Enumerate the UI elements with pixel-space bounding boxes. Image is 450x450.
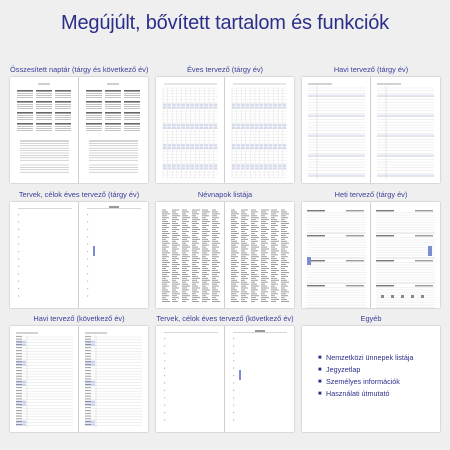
page-art-mark xyxy=(87,221,88,222)
book-spine xyxy=(78,326,79,432)
page-art-mark xyxy=(164,419,165,420)
page-title: Megújúlt, bővített tartalom és funkciók xyxy=(61,12,389,34)
page-art-mark xyxy=(164,332,218,333)
page-art-mark xyxy=(18,266,19,267)
page-art-mark xyxy=(55,123,71,125)
panel-namedays xyxy=(156,190,294,308)
page-art-mark xyxy=(346,260,364,261)
page-art-mark xyxy=(105,101,121,103)
left-page xyxy=(302,77,371,183)
page-art-mark xyxy=(87,273,88,274)
page-art-mark xyxy=(18,258,19,259)
page-art-mark xyxy=(307,235,325,236)
page-art-mark xyxy=(17,90,33,92)
page-art-mark xyxy=(17,112,33,114)
page-art-mark xyxy=(164,375,165,376)
page-art-mark xyxy=(415,260,433,261)
panel-yearly-planner xyxy=(156,65,294,183)
page-art-mark xyxy=(17,123,33,125)
page-art-mark xyxy=(376,260,394,261)
page-art-mark xyxy=(36,112,52,114)
page-art-mark xyxy=(415,285,433,286)
panel-goals-next xyxy=(156,314,294,432)
page-art-mark xyxy=(391,295,394,298)
bullet-icon: ■ xyxy=(318,355,322,361)
left-page xyxy=(156,202,225,308)
right-page xyxy=(371,77,440,183)
page-art-mark xyxy=(86,90,102,92)
page-art-mark xyxy=(109,206,119,208)
right-page xyxy=(225,77,294,183)
page-art-mark xyxy=(87,229,88,230)
panel-monthly-planner xyxy=(302,65,440,183)
page-art-mark xyxy=(346,235,364,236)
page-art-mark xyxy=(401,295,404,298)
panel-caption: Tervek, célok éves tervező (tárgy év) xyxy=(18,190,140,199)
panel-caption: Éves tervező (tárgy év) xyxy=(187,65,263,74)
page-art-mark xyxy=(164,345,165,346)
page-art-mark xyxy=(86,123,102,125)
left-page xyxy=(10,202,79,308)
page-art-mark xyxy=(55,112,71,114)
page-art-mark xyxy=(381,295,384,298)
right-page xyxy=(79,77,148,183)
book-spine xyxy=(370,202,371,308)
right-page xyxy=(371,202,440,308)
page-art-mark xyxy=(86,101,102,103)
page-art-mark xyxy=(164,390,165,391)
page-art-mark xyxy=(124,123,140,125)
list-item: ■ Személyes információk xyxy=(318,377,400,386)
page-art-mark xyxy=(376,210,394,211)
page-art-mark xyxy=(18,208,72,209)
book-spine xyxy=(224,202,225,308)
page-art-mark xyxy=(164,360,165,361)
panel-other xyxy=(302,314,440,432)
right-page xyxy=(79,326,148,432)
page-art-mark xyxy=(18,281,19,282)
page-art-mark xyxy=(164,405,165,406)
book-spread xyxy=(10,77,148,183)
book-spine xyxy=(224,326,225,432)
page-art-mark xyxy=(36,123,52,125)
page-art-mark xyxy=(346,210,364,211)
page-art-mark xyxy=(17,101,33,103)
page-art-mark xyxy=(164,397,165,398)
bullet-icon: ■ xyxy=(318,391,322,397)
page-art-mark xyxy=(87,214,88,215)
page-art-mark xyxy=(55,101,71,103)
page-art-mark xyxy=(87,244,88,245)
page-art-mark xyxy=(307,210,325,211)
panel-weekly-planner xyxy=(302,190,440,308)
right-page xyxy=(225,326,294,432)
page-art-mark xyxy=(411,295,414,298)
list-item: ■ Használati útmutató xyxy=(318,389,390,398)
other-items-list xyxy=(318,352,414,400)
page-art-mark xyxy=(86,112,102,114)
panel-caption: Havi tervező (következő év) xyxy=(33,314,125,323)
page-art-mark xyxy=(55,90,71,92)
page-art-mark xyxy=(87,236,88,237)
page-art-mark xyxy=(105,112,121,114)
page-art-mark xyxy=(164,382,165,383)
page-art-mark xyxy=(36,90,52,92)
book-spine xyxy=(224,77,225,183)
book-spine xyxy=(78,202,79,308)
book-spine xyxy=(370,77,371,183)
page-art-mark xyxy=(93,246,95,256)
page-art-mark xyxy=(18,273,19,274)
page-art-mark xyxy=(105,90,121,92)
book-spread xyxy=(302,77,440,183)
page-art-mark xyxy=(376,285,394,286)
page-art-mark xyxy=(124,101,140,103)
page-art-mark xyxy=(233,412,234,413)
left-page xyxy=(156,326,225,432)
panel-monthly-next xyxy=(10,314,148,432)
panel-caption: Névnapok listája xyxy=(197,190,253,199)
list-item: ■ Nemzetközi ünnepek listája xyxy=(318,353,414,362)
book-spread xyxy=(156,77,294,183)
page-art-mark xyxy=(87,251,88,252)
page-art-mark xyxy=(255,330,265,332)
page-art-mark xyxy=(233,368,234,369)
page-art-mark xyxy=(346,285,364,286)
page-art-mark xyxy=(233,405,234,406)
bullet-icon: ■ xyxy=(318,379,322,385)
page-art-mark xyxy=(18,295,19,296)
page-art-mark xyxy=(87,288,88,289)
book-spread xyxy=(156,326,294,432)
page-art-mark xyxy=(124,90,140,92)
book-spread xyxy=(10,326,148,432)
page-art-mark xyxy=(421,295,424,298)
page-art-mark xyxy=(233,338,234,339)
left-page xyxy=(156,77,225,183)
panel-calendar xyxy=(10,65,148,183)
page-art-mark xyxy=(428,246,432,256)
page-art-mark xyxy=(18,288,19,289)
page-art-mark xyxy=(415,210,433,211)
left-page xyxy=(10,326,79,432)
right-page xyxy=(225,202,294,308)
book-spread xyxy=(156,202,294,308)
page-art-mark xyxy=(233,397,234,398)
panel-caption: Heti tervező (tárgy év) xyxy=(334,190,408,199)
page-art-mark xyxy=(18,229,19,230)
page-art-mark xyxy=(87,295,88,296)
panel-goals-planner xyxy=(10,190,148,308)
page-art-mark xyxy=(18,244,19,245)
page-art-mark xyxy=(233,332,287,333)
panel-caption: Havi tervező (tárgy év) xyxy=(333,65,409,74)
page-art-mark xyxy=(233,345,234,346)
page-art-mark xyxy=(36,101,52,103)
page-art-mark xyxy=(233,382,234,383)
page-art-mark xyxy=(164,412,165,413)
page-art-mark xyxy=(87,281,88,282)
page-art-mark xyxy=(87,258,88,259)
panel-caption: Összesített naptár (tárgy és következő év) xyxy=(10,65,149,74)
page-art-mark xyxy=(87,266,88,267)
book-spread xyxy=(10,202,148,308)
page-art-mark xyxy=(233,419,234,420)
book-spine xyxy=(78,77,79,183)
page-art-mark xyxy=(415,235,433,236)
page-art-mark xyxy=(233,353,234,354)
book-spread xyxy=(302,202,440,308)
page-art-mark xyxy=(376,235,394,236)
page-art-mark xyxy=(18,214,19,215)
page-art-mark xyxy=(233,375,234,376)
page-art-mark xyxy=(233,360,234,361)
page-art-mark xyxy=(105,123,121,125)
page-art-mark xyxy=(18,236,19,237)
page-art-mark xyxy=(307,257,311,265)
page-art-mark xyxy=(124,112,140,114)
bullet-icon: ■ xyxy=(318,367,322,373)
left-page xyxy=(10,77,79,183)
page-art-mark xyxy=(233,390,234,391)
panel-caption: Egyéb xyxy=(360,314,382,323)
page-art-mark xyxy=(87,208,141,209)
other-content-box xyxy=(302,326,440,432)
page-art-mark xyxy=(18,251,19,252)
page-art-mark xyxy=(164,353,165,354)
panel-caption: Tervek, célok éves tervező (következő év) xyxy=(156,314,294,323)
page-art-mark xyxy=(164,368,165,369)
page-art-mark xyxy=(18,221,19,222)
page-art-mark xyxy=(307,285,325,286)
list-item: ■ Jegyzetlap xyxy=(318,365,361,374)
page-art-mark xyxy=(164,338,165,339)
left-page xyxy=(302,202,371,308)
right-page xyxy=(79,202,148,308)
page-art-mark xyxy=(239,370,241,380)
